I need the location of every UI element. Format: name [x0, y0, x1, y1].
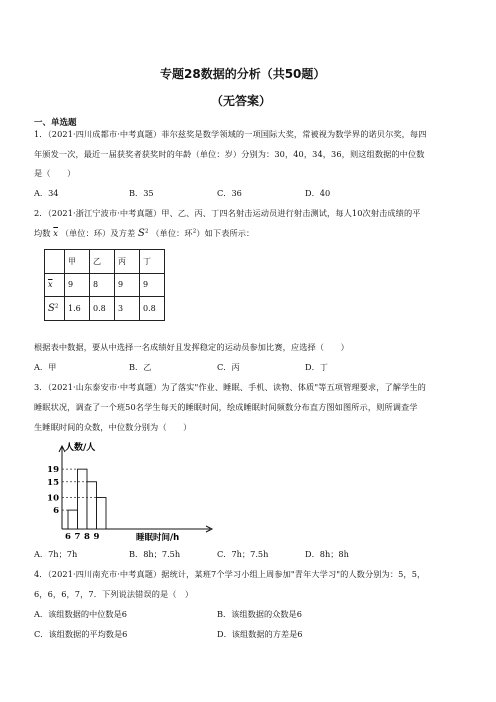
q4-line-2: 6，6，6，7，7．下列说法错误的是（ ） — [34, 589, 194, 599]
q4-option-b: B．该组数据的众数是6 — [217, 609, 302, 619]
q2-option-d: D．丁 — [305, 362, 328, 372]
q2-option-a: A．甲 — [34, 362, 57, 372]
q2-line-1: 2．（2021·浙江宁波市·中考真题）甲、乙、丙、丁四名射击运动员进行射击测试，每人10次射击成绩的平 — [34, 208, 421, 218]
q2-option-c: C．丙 — [217, 362, 240, 372]
q1-option-d: D．40 — [305, 188, 331, 198]
q2-line-2-text-d: ）如下表所示： — [196, 228, 255, 238]
q2-line-2-text-c: （单位：环 — [151, 228, 193, 238]
y-tick-label: 19 — [47, 465, 59, 476]
doc-subtitle: （无答案） — [211, 94, 272, 108]
q2-variance-sup: 2 — [144, 228, 149, 235]
q3-line-2: 睡眠状况，调查了一个班50名学生每天的睡眠时间，绘成睡眠时间频数分布直方图如图所示，则所调查学 — [34, 402, 418, 412]
q3-option-d: D．8h；8h — [305, 549, 349, 559]
q3-line-3: 生睡眠时间的众数，中位数分别为（ ） — [34, 422, 192, 432]
table-cell: 9 — [65, 273, 90, 297]
table-cell — [45, 273, 65, 297]
histogram-bar — [78, 469, 88, 529]
q3-option-a: A．7h；7h — [34, 549, 78, 559]
section-heading: 一、单选题 — [34, 118, 77, 128]
q4-option-c: C．该组数据的平均数是6 — [34, 629, 128, 639]
q2-line-2 — [34, 228, 254, 239]
table-cell — [45, 297, 65, 321]
table-cell — [45, 250, 65, 274]
q2-line-3: 根据表中数据，要从中选择一名成绩好且发挥稳定的运动员参加比赛，应选择（ ） — [34, 342, 349, 352]
q4-option-a: A．该组数据的中位数是6 — [34, 609, 127, 619]
y-tick-label: 15 — [47, 477, 59, 488]
q2-option-b: B．乙 — [129, 362, 152, 372]
doc-title: 专题28数据的分析（共50题） — [160, 67, 326, 81]
histogram-chart — [40, 438, 230, 550]
table-cell: 9 — [140, 273, 165, 297]
q3-line-1: 3．（2021·山东泰安市·中考真题）为了落实"作业、睡眠、手机、读物、体质"等五项管理要求，了解学生的 — [34, 382, 426, 392]
q2-mean-symbol: $\overline{x}$ — [53, 228, 58, 238]
table-cell: 丙 — [115, 250, 140, 274]
q1-line-3: 是（ ） — [34, 168, 76, 178]
x-tick-label: 7 — [74, 532, 81, 542]
table-cell: 0.8 — [90, 297, 115, 321]
q1-option-a: A．34 — [34, 188, 59, 198]
q1-option-b: B．35 — [129, 188, 154, 198]
q2-unit-sup: 2 — [192, 228, 197, 235]
variance-symbol: S — [48, 302, 55, 314]
q4-line-1: 4．（2021·四川南充市·中考真题）据统计，某班7个学习小组上周参加"青年大学习"的人数分别为：5，5， — [34, 569, 426, 579]
table-cell: 甲 — [65, 250, 90, 274]
table-cell: 8 — [90, 273, 115, 297]
table-cell: 丁 — [140, 250, 165, 274]
x-tick-label: 6 — [65, 532, 71, 542]
q3-option-c: C．7h；7.5h — [217, 549, 269, 559]
table-cell: 0.8 — [140, 297, 165, 321]
table-row — [45, 250, 165, 274]
y-tick-label: 6 — [53, 506, 59, 517]
x-axis-label: 睡眠时间/h — [136, 533, 180, 543]
x-tick-label: 9 — [93, 532, 100, 542]
q2-line-2-text-b: （单位：环）及方差 — [60, 228, 136, 238]
histogram-bar — [97, 498, 107, 530]
q2-line-2-text-a: 均数 — [34, 228, 51, 238]
table-row — [45, 297, 165, 321]
variance-sup: 2 — [54, 303, 59, 310]
table-cell: 乙 — [90, 250, 115, 274]
q4-option-d: D．该组数据的方差是6 — [217, 629, 303, 639]
q2-data-table — [44, 249, 165, 321]
q1-line-2: 年颁发一次，最近一届获奖者获奖时的年龄（单位：岁）分别为：30，40，34，36，则这组数据的中位数 — [34, 149, 425, 159]
y-axis-label: 人数/人 — [65, 443, 96, 453]
table-cell: 3 — [115, 297, 140, 321]
q3-option-b: B．8h；7.5h — [129, 549, 181, 559]
q1-line-1: 1．（2021·四川成都市·中考真题）菲尔兹奖是数学领域的一项国际大奖，常被视为数学界的诺贝尔奖，每四 — [34, 129, 427, 139]
q2-variance-symbol: S — [138, 228, 145, 239]
y-tick-label: 10 — [47, 493, 59, 504]
q1-option-c: C．36 — [217, 188, 242, 198]
histogram-bar — [68, 510, 78, 529]
table-cell: 9 — [115, 273, 140, 297]
table-cell: 1.6 — [65, 297, 90, 321]
x-tick-label: 8 — [84, 532, 90, 542]
histogram-bar — [87, 482, 97, 529]
mean-symbol: $\overline{x}$ — [48, 280, 53, 290]
table-row — [45, 273, 165, 297]
